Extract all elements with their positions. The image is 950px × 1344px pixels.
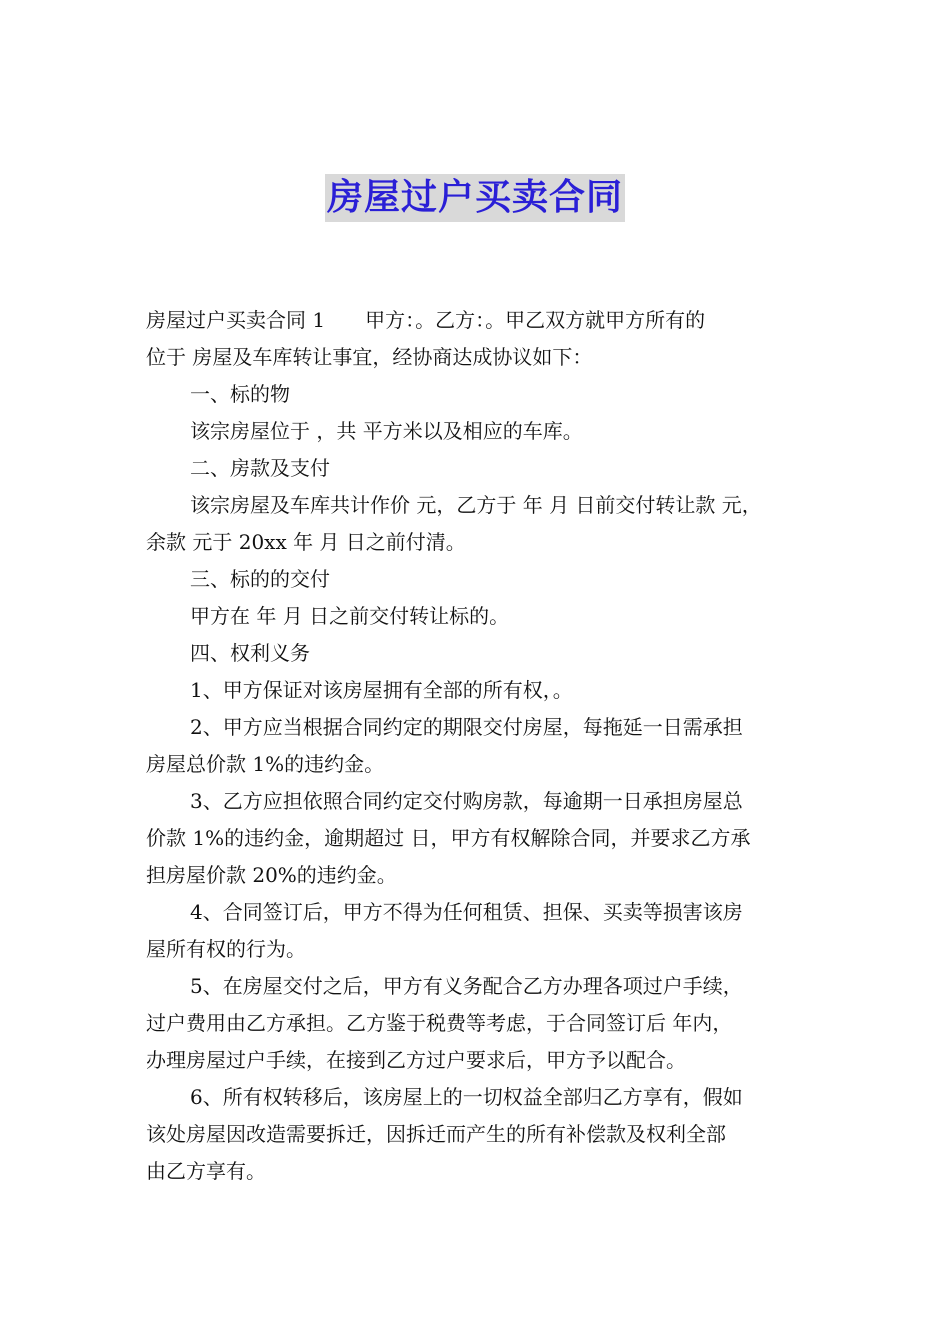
line-text: 屋所有权的行为。 [146, 937, 306, 961]
line-text: 位于 房屋及车库转让事宜，经协商达成协议如下： [146, 345, 593, 369]
paragraph-line [146, 561, 810, 598]
line-text: 甲方在 年 月 日之前交付转让标的。 [190, 604, 510, 628]
document-title: 房屋过户买卖合同 [325, 174, 625, 222]
paragraph-line [146, 413, 810, 450]
paragraph-line [146, 968, 810, 1005]
line-text: 该宗房屋及车库共计作价 元，乙方于 年 月 日前交付转让款 元， [190, 493, 762, 517]
paragraph-line [146, 450, 810, 487]
line-text: 二、房款及支付 [190, 456, 330, 480]
paragraph-line [146, 376, 810, 413]
paragraph-line [146, 524, 810, 561]
line-text: 1、甲方保证对该房屋拥有全部的所有权，。 [190, 678, 573, 702]
paragraph-line [146, 672, 810, 709]
paragraph-line [146, 302, 810, 339]
paragraph-line [146, 487, 810, 524]
paragraph-line [146, 1079, 810, 1116]
paragraph-line [146, 1116, 810, 1153]
line-text: 担房屋价款 20%的违约金。 [146, 863, 397, 887]
paragraph-line [146, 1153, 810, 1190]
line-text: 4、合同签订后，甲方不得为任何租赁、担保、买卖等损害该房 [190, 900, 743, 924]
paragraph-line [146, 1042, 810, 1079]
paragraph-line [146, 783, 810, 820]
line-text: 余款 元于 20xx 年 月 日之前付清。 [146, 530, 466, 554]
line-text: 房屋过户买卖合同 1 [146, 308, 326, 332]
paragraph-line [146, 746, 810, 783]
line-text: 3、乙方应担依照合同约定交付购房款，每逾期一日承担房屋总 [190, 789, 743, 813]
line-text: 6、所有权转移后，该房屋上的一切权益全部归乙方享有，假如 [190, 1085, 743, 1109]
paragraph-line [146, 857, 810, 894]
paragraph-line [146, 339, 810, 376]
line-text: 该宗房屋位于 ，共 平方米以及相应的车库。 [190, 419, 583, 443]
line-text: 5、在房屋交付之后，甲方有义务配合乙方办理各项过户手续， [190, 974, 743, 998]
paragraph-line [146, 635, 810, 672]
line-text: 四、权利义务 [190, 641, 310, 665]
line-text: 房屋总价款 1%的违约金。 [146, 752, 385, 776]
line-text: 价款 1%的违约金，逾期超过 日，甲方有权解除合同，并要求乙方承 [146, 826, 751, 850]
paragraph-line [146, 598, 810, 635]
line-text: 该处房屋因改造需要拆迁，因拆迁而产生的所有补偿款及权利全部 [146, 1122, 726, 1146]
paragraph-line [146, 931, 810, 968]
document-body [146, 302, 810, 1190]
paragraph-line [146, 820, 810, 857]
title-area [0, 174, 950, 222]
line-text: 过户费用由乙方承担。乙方鉴于税费等考虑，于合同签订后 年内， [146, 1011, 733, 1035]
line-text: 办理房屋过户手续，在接到乙方过户要求后，甲方予以配合。 [146, 1048, 686, 1072]
paragraph-line [146, 894, 810, 931]
line-text: 甲方：。乙方：。甲乙双方就甲方所有的 [365, 308, 706, 332]
line-text: 由乙方享有。 [146, 1159, 266, 1183]
line-text: 三、标的的交付 [190, 567, 330, 591]
line-text: 一、标的物 [190, 382, 290, 406]
line-text: 2、甲方应当根据合同约定的期限交付房屋，每拖延一日需承担 [190, 715, 743, 739]
paragraph-line [146, 1005, 810, 1042]
paragraph-line [146, 709, 810, 746]
